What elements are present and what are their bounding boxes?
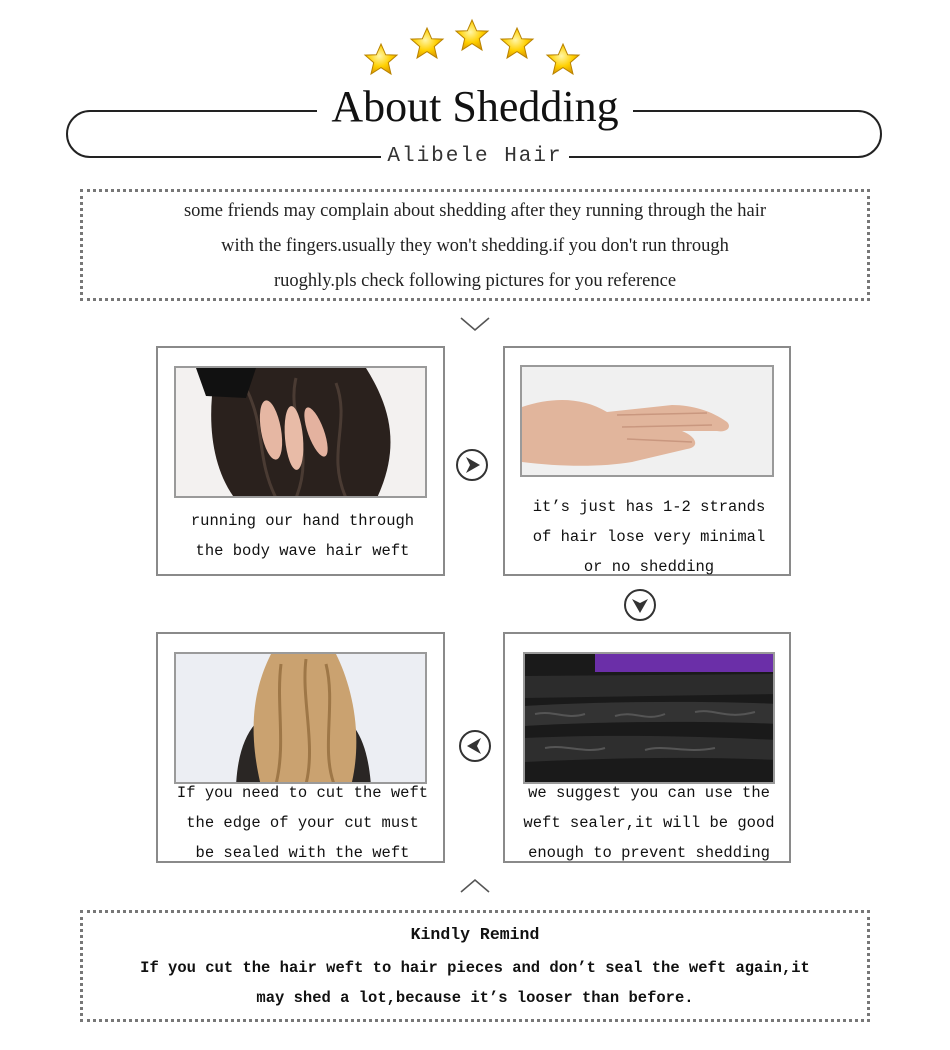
intro-line: ruoghly.pls check following pictures for you reference	[273, 271, 677, 291]
arrow-down-icon	[624, 589, 656, 621]
step-caption: running our hand through the body wave hair weft	[190, 512, 415, 560]
remind-line: may shed a lot,because it’s looser than before.	[256, 989, 694, 1007]
open-hand-palm-image	[520, 365, 774, 477]
chevron-down-icon	[459, 316, 491, 332]
remind-line: If you cut the hair weft to hair pieces and don’t seal the weft again,it	[140, 959, 810, 977]
step-card-3	[156, 632, 445, 863]
arrow-right-icon	[456, 449, 488, 481]
brand-subtitle: Alibele Hair	[0, 144, 950, 170]
intro-line: with the fingers.usually they won't shedding.if you don't run through	[221, 236, 729, 256]
intro-line: some friends may complain about shedding after they running through the hair	[183, 201, 767, 221]
star-icon	[365, 44, 397, 74]
step-card-4	[503, 632, 791, 863]
star-icon	[501, 28, 533, 58]
intro-box	[80, 189, 870, 301]
star-icon	[456, 20, 488, 50]
star-icon	[411, 28, 443, 58]
woman-long-wavy-hair-image	[174, 652, 427, 784]
kindly-remind-box	[80, 910, 870, 1022]
step-caption: If you need to cut the weft the edge of your cut must be sealed with the weft	[176, 784, 429, 862]
hair-weft-bundles-image	[523, 652, 775, 784]
page-title: About Shedding	[0, 80, 950, 134]
remind-title: Kindly Remind	[410, 925, 540, 944]
step-caption: it’s just has 1-2 strands of hair lose very minimal or no shedding	[532, 498, 766, 576]
step-card-2	[503, 346, 791, 576]
arrow-left-icon	[459, 730, 491, 762]
hand-running-through-hair-image	[174, 366, 427, 498]
rating-stars	[0, 0, 950, 90]
step-card-1	[156, 346, 445, 576]
chevron-up-icon	[459, 878, 491, 894]
star-icon	[547, 44, 579, 74]
step-caption: we suggest you can use the weft sealer,it will be good enough to prevent shedding	[523, 784, 775, 862]
